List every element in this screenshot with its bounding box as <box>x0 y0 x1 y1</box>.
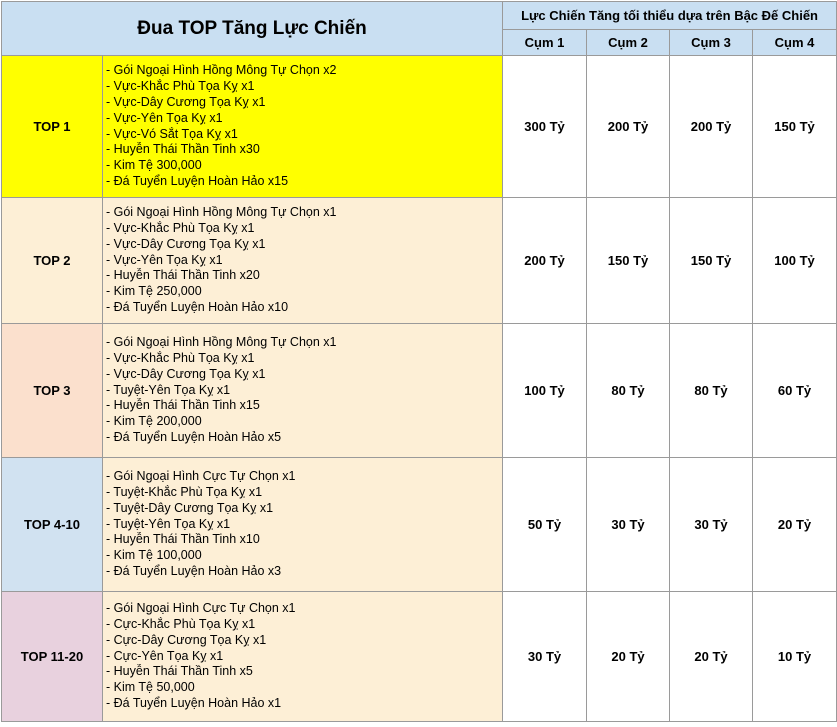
reward-item: - Tuyệt-Yên Tọa Kỵ x1 <box>106 516 231 531</box>
reward-item: - Huyễn Thái Thần Tinh x20 <box>106 268 260 283</box>
reward-item: - Tuyệt-Khắc Phù Tọa Kỵ x1 <box>106 485 263 499</box>
reward-item: - Đá Tuyển Luyện Hoàn Hảo x5 <box>106 429 282 444</box>
reward-item: - Kim Tệ 300,000 <box>106 158 202 173</box>
min-power-value: 300 Tỷ <box>503 56 587 198</box>
reward-item: - Vực-Khắc Phù Tọa Kỵ x1 <box>106 221 255 235</box>
min-power-value: 200 Tỷ <box>503 198 587 324</box>
reward-item: - Tuyệt-Yên Tọa Kỵ x1 <box>106 382 231 397</box>
reward-item: - Huyễn Thái Thần Tinh x30 <box>106 142 260 157</box>
reward-item: - Kim Tệ 100,000 <box>106 548 202 563</box>
reward-item: - Kim Tệ 50,000 <box>106 680 195 695</box>
reward-item: - Cực-Khắc Phù Tọa Kỵ x1 <box>106 617 256 631</box>
min-power-value: 100 Tỷ <box>753 198 837 324</box>
ranking-rewards-table <box>1 1 837 722</box>
reward-item: - Cực-Yên Tọa Kỵ x1 <box>106 648 224 663</box>
min-power-value: 100 Tỷ <box>503 324 587 458</box>
reward-item: - Vực-Vó Sắt Tọa Kỵ x1 <box>106 126 238 141</box>
min-power-value: 20 Tỷ <box>670 592 753 722</box>
rank-label: TOP 11-20 <box>2 592 103 722</box>
min-power-value: 50 Tỷ <box>503 458 587 592</box>
rank-label: TOP 3 <box>2 324 103 458</box>
reward-item: - Gói Ngoại Hình Cực Tự Chọn x1 <box>106 601 296 616</box>
min-power-value: 200 Tỷ <box>587 56 670 198</box>
min-power-value: 30 Tỷ <box>503 592 587 722</box>
reward-item: - Đá Tuyển Luyện Hoàn Hảo x15 <box>106 173 289 188</box>
reward-item: - Cực-Dây Cương Tọa Kỵ x1 <box>106 632 267 647</box>
min-power-value: 80 Tỷ <box>587 324 670 458</box>
reward-item: - Vực-Yên Tọa Kỵ x1 <box>106 110 223 125</box>
reward-item: - Gói Ngoại Hình Hồng Mông Tự Chọn x1 <box>106 335 337 350</box>
min-power-value: 30 Tỷ <box>587 458 670 592</box>
reward-item: - Vực-Dây Cương Tọa Kỵ x1 <box>106 94 266 109</box>
page-title: Đua TOP Tăng Lực Chiến <box>2 2 503 56</box>
table-row <box>2 324 837 458</box>
reward-item: - Kim Tệ 200,000 <box>106 414 202 429</box>
reward-item: - Vực-Yên Tọa Kỵ x1 <box>106 252 223 267</box>
min-power-value: 80 Tỷ <box>670 324 753 458</box>
reward-item: - Huyễn Thái Thần Tinh x10 <box>106 532 260 547</box>
min-power-value: 20 Tỷ <box>587 592 670 722</box>
table-row <box>2 592 837 722</box>
reward-item: - Đá Tuyển Luyện Hoàn Hảo x1 <box>106 695 282 710</box>
reward-item: - Vực-Khắc Phù Tọa Kỵ x1 <box>106 79 255 94</box>
min-power-value: 150 Tỷ <box>753 56 837 198</box>
reward-item: - Đá Tuyển Luyện Hoàn Hảo x10 <box>106 299 289 314</box>
table-row <box>2 458 837 592</box>
cluster-header-4: Cụm 4 <box>753 30 837 56</box>
min-power-value: 20 Tỷ <box>753 458 837 592</box>
reward-list <box>103 56 503 198</box>
rank-label: TOP 4-10 <box>2 458 103 592</box>
reward-item: - Tuyệt-Dây Cương Tọa Kỵ x1 <box>106 500 274 515</box>
reward-item: - Gói Ngoại Hình Hồng Mông Tự Chọn x2 <box>106 63 337 78</box>
reward-item: - Vực-Dây Cương Tọa Kỵ x1 <box>106 366 266 381</box>
min-power-value: 150 Tỷ <box>670 198 753 324</box>
cluster-header-1: Cụm 1 <box>503 30 587 56</box>
reward-item: - Đá Tuyển Luyện Hoàn Hảo x3 <box>106 563 282 578</box>
rank-label: TOP 1 <box>2 56 103 198</box>
reward-item: - Gói Ngoại Hình Cực Tự Chọn x1 <box>106 469 296 484</box>
table-row <box>2 56 837 198</box>
table-row <box>2 198 837 324</box>
cluster-header-3: Cụm 3 <box>670 30 753 56</box>
min-power-value: 10 Tỷ <box>753 592 837 722</box>
min-power-header: Lực Chiến Tăng tối thiểu dựa trên Bậc Đế Chiến <box>503 2 837 30</box>
reward-list <box>103 324 503 458</box>
reward-item: - Vực-Khắc Phù Tọa Kỵ x1 <box>106 351 255 365</box>
min-power-value: 150 Tỷ <box>587 198 670 324</box>
reward-list <box>103 592 503 722</box>
rank-label: TOP 2 <box>2 198 103 324</box>
reward-item: - Kim Tệ 250,000 <box>106 284 202 299</box>
min-power-value: 30 Tỷ <box>670 458 753 592</box>
reward-item: - Huyễn Thái Thần Tinh x5 <box>106 664 253 679</box>
reward-item: - Gói Ngoại Hình Hồng Mông Tự Chọn x1 <box>106 205 337 220</box>
reward-list <box>103 198 503 324</box>
reward-item: - Huyễn Thái Thần Tinh x15 <box>106 398 260 413</box>
reward-list <box>103 458 503 592</box>
reward-item: - Vực-Dây Cương Tọa Kỵ x1 <box>106 236 266 251</box>
min-power-value: 60 Tỷ <box>753 324 837 458</box>
cluster-header-2: Cụm 2 <box>587 30 670 56</box>
min-power-value: 200 Tỷ <box>670 56 753 198</box>
